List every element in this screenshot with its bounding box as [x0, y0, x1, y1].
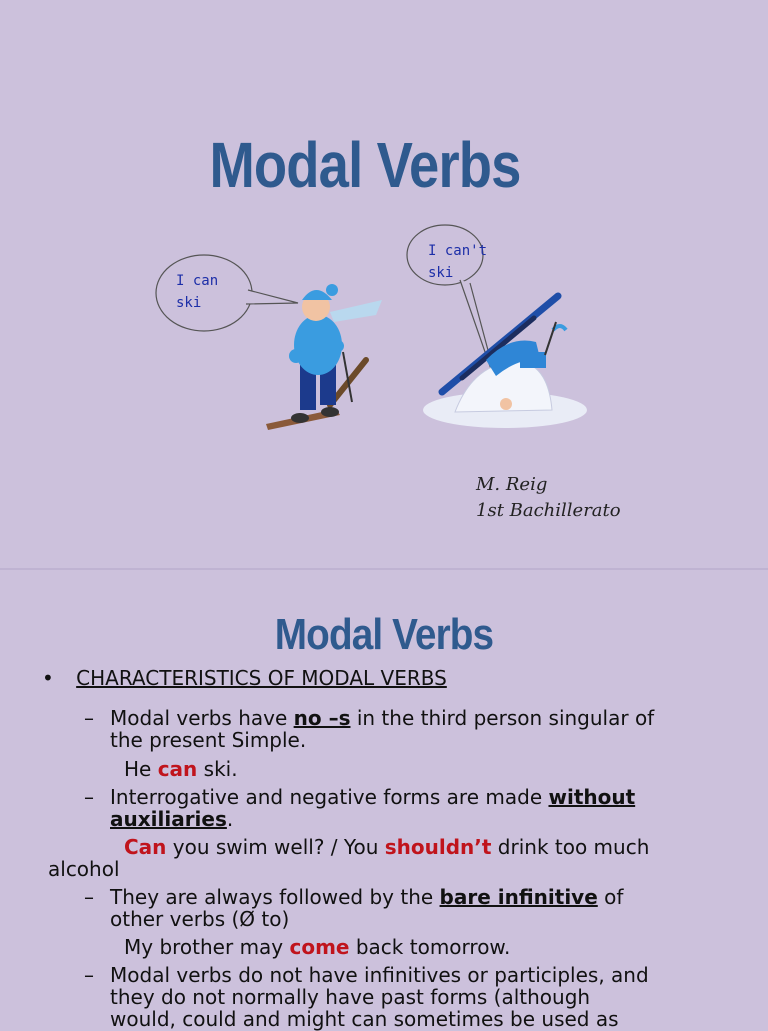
- author-course: 1st Bachillerato: [476, 500, 621, 521]
- item2-example-line2: alcohol: [48, 857, 120, 881]
- emphasis: no –s: [293, 706, 351, 730]
- highlight-word: Can: [124, 835, 167, 859]
- speech-line: ski: [176, 295, 202, 311]
- item4-line1: Modal verbs do not have infinitives or participles, and: [110, 963, 649, 987]
- item1-line1: [110, 707, 654, 729]
- text: drink too much: [491, 835, 650, 859]
- item3-example: [124, 936, 510, 958]
- dash-glyph: –: [84, 963, 94, 987]
- slide-title: Modal Verbs: [274, 610, 494, 659]
- highlight-word: can: [157, 757, 198, 781]
- dash-item-2: [84, 786, 94, 808]
- text: He: [124, 757, 158, 781]
- author-credit: [476, 472, 621, 524]
- item4-line2: they do not normally have past forms (although: [110, 985, 591, 1009]
- emphasis: without: [548, 785, 636, 809]
- text: Modal verbs have: [110, 706, 294, 730]
- slide-title: Modal Verbs: [209, 129, 521, 201]
- item4-line3: would, could and might can sometimes be used as: [110, 1007, 619, 1031]
- dash-item-3: [84, 886, 94, 908]
- item1-example: [124, 758, 238, 780]
- text: .: [226, 807, 234, 831]
- heading-bullet: [42, 667, 447, 689]
- text: They are always followed by the: [110, 885, 440, 909]
- item3-line1: [110, 886, 623, 908]
- item2-example: [124, 836, 649, 858]
- text: of: [597, 885, 624, 909]
- speech-line: I can: [176, 273, 219, 289]
- speech-text-left: [176, 270, 236, 314]
- content-slide: [0, 570, 768, 1031]
- item2-line1: [110, 786, 635, 808]
- speech-text-right: [428, 240, 488, 284]
- text: Interrogative and negative forms are made: [110, 785, 549, 809]
- standing-skier: [266, 284, 382, 430]
- emphasis: bare infinitive: [439, 885, 598, 909]
- fallen-skier: [423, 296, 587, 428]
- dash-glyph: –: [84, 885, 94, 909]
- dash-item-1: [84, 707, 94, 729]
- text: My brother may: [124, 935, 290, 959]
- item1-line2: the present Simple.: [110, 728, 307, 752]
- text: ski.: [197, 757, 238, 781]
- author-name: M. Reig: [476, 474, 548, 495]
- text: in the third person singular of: [350, 706, 655, 730]
- bullet-glyph: •: [42, 666, 54, 690]
- speech-line: ski: [428, 265, 454, 281]
- highlight-word: shouldn’t: [384, 835, 492, 859]
- section-heading: CHARACTERISTICS OF MODAL VERBS: [76, 666, 447, 690]
- text: back tomorrow.: [349, 935, 511, 959]
- dash-item-4: [84, 964, 94, 986]
- dash-glyph: –: [84, 785, 94, 809]
- dash-glyph: –: [84, 706, 94, 730]
- highlight-word: come: [289, 935, 350, 959]
- emphasis: auxiliaries: [110, 807, 227, 831]
- item3-line2: other verbs (Ø to): [110, 907, 290, 931]
- text: you swim well? / You: [166, 835, 385, 859]
- speech-line: I can't: [428, 243, 488, 259]
- item2-line2: [110, 808, 233, 830]
